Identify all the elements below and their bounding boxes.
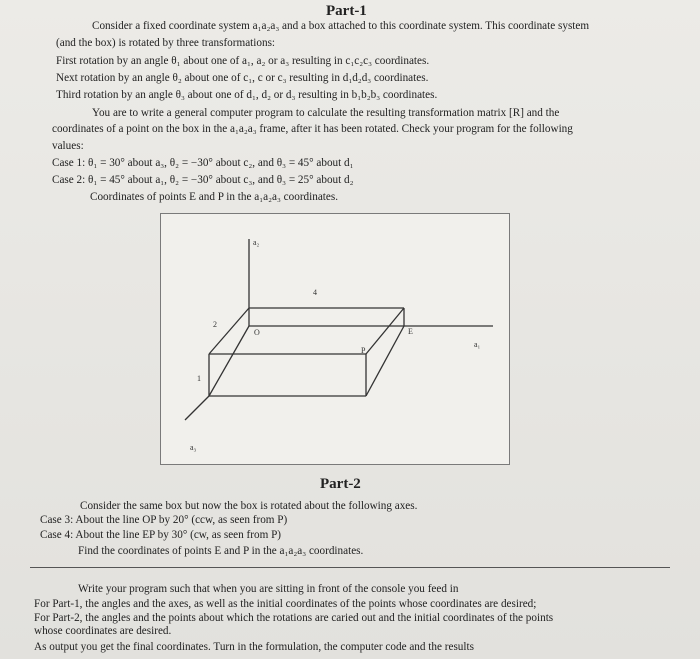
part1-title: Part-1 (326, 3, 367, 19)
label-a2: a₂ (253, 238, 260, 247)
footer-line-5: As output you get the final coordinates. Turn in the formulation, the computer code and the results (34, 641, 474, 653)
footer-line-2: For Part-1, the angles and the axes, as well as the initial coordinates of the points whose coordinates are desired; (34, 598, 537, 610)
box-bottom-left-depth (209, 326, 249, 396)
case-4: Case 4: About the line EP by 30° (cw, as seen from P) (40, 529, 282, 541)
box-figure (160, 213, 510, 465)
a3-axis-line (185, 396, 209, 420)
separator-line (30, 567, 670, 568)
part2-line-4: Find the coordinates of points E and P in the a₁a₂a₃ coordinates. (78, 545, 364, 557)
label-o: O (254, 328, 260, 337)
label-a1: a₁ (474, 340, 481, 349)
part1-line-2: (and the box) is rotated by three transformations: (56, 37, 276, 49)
part1-line-5: Third rotation by an angle θ₃ about one of d₁, d₂ or d₃ resulting in b₁b₂b₃ coordinates. (56, 89, 438, 101)
part1-line-7: coordinates of a point on the box in the a₁a₂a₃ frame, after it has been rotated. Check your program for the following (52, 123, 573, 135)
part1-line-1: Consider a fixed coordinate system a₁a₂a₃ and a box attached to this coordinate system. This coordinate system (92, 20, 590, 32)
label-4: 4 (313, 288, 317, 297)
footer-line-4: whose coordinates are desired. (34, 625, 172, 637)
part1-line-3: First rotation by an angle θ₁ about one of a₁, a₂ or a₃ resulting in c₁c₂c₃ coordinates. (56, 55, 430, 67)
footer-line-3: For Part-2, the angles and the points about which the rotations are caried out and the initial coordinates of the points (34, 612, 554, 624)
box-diagram (161, 214, 511, 466)
part1-line-6: You are to write a general computer program to calculate the resulting transformation matrix [R] and the (92, 107, 560, 119)
footer-line-1: Write your program such that when you are sitting in front of the console you feed in (78, 583, 459, 595)
box-top-right-depth (366, 308, 404, 354)
part1-line-8: values: (52, 140, 84, 152)
label-e: E (408, 327, 413, 336)
label-a3: a₃ (190, 443, 197, 452)
part1-line-11: Coordinates of points E and P in the a₁a₂a₃ coordinates. (90, 191, 339, 203)
label-2: 2 (213, 320, 217, 329)
case-1: Case 1: θ₁ = 30° about a₃, θ₂ = −30° about c₂, and θ₃ = 45° about d₁ (52, 157, 354, 169)
part2-title: Part-2 (320, 476, 361, 492)
case-2: Case 2: θ₁ = 45° about a₁, θ₂ = −30° about c₃, and θ₃ = 25° about d₂ (52, 174, 354, 186)
part2-line-1: Consider the same box but now the box is rotated about the following axes. (80, 500, 418, 512)
case-3: Case 3: About the line OP by 20° (ccw, as seen from P) (40, 514, 288, 526)
box-bottom-right-depth (366, 326, 404, 396)
box-top-left-depth (209, 308, 249, 354)
label-1: 1 (197, 374, 201, 383)
part1-line-4: Next rotation by an angle θ₂ about one of c₁, c or c₃ resulting in d₁d₂d₃ coordinates. (56, 72, 429, 84)
label-p: P (361, 346, 366, 355)
